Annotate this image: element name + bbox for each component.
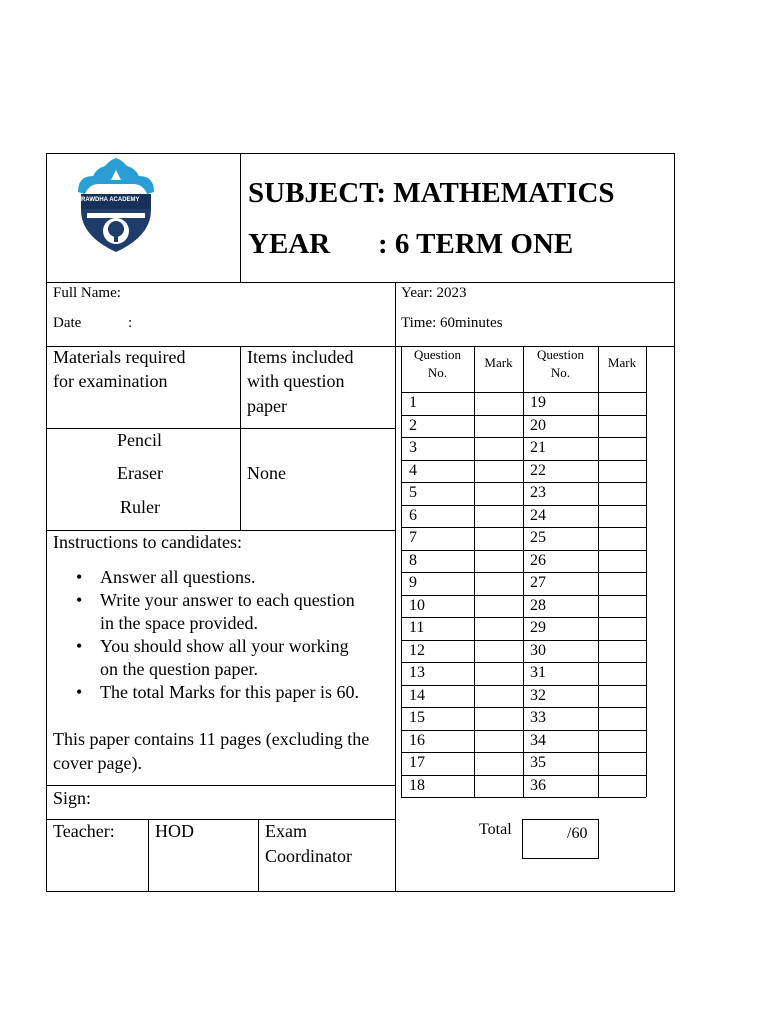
- question-number: 6: [409, 506, 417, 524]
- exam-label: Exam: [265, 821, 307, 841]
- instructions-note: This paper contains 11 pages (excluding the cover page).: [53, 729, 370, 773]
- mark-cell[interactable]: [599, 551, 645, 572]
- question-number: 17: [409, 754, 425, 771]
- total-value: /60: [567, 825, 588, 842]
- question-header-text: Question: [414, 347, 461, 362]
- question-number: 15: [409, 709, 425, 726]
- mark-cell[interactable]: [475, 596, 522, 617]
- mark-cell[interactable]: [475, 506, 522, 527]
- question-number: 27: [530, 574, 546, 591]
- date-colon: :: [128, 315, 133, 331]
- hod-divider: [258, 820, 259, 891]
- hod-label: HOD: [155, 821, 194, 841]
- teacher-divider: [148, 820, 149, 891]
- question-number: 32: [530, 686, 546, 704]
- school-logo: [73, 158, 159, 254]
- mark-cell[interactable]: [475, 776, 522, 797]
- mark-cell[interactable]: [475, 483, 522, 504]
- question-number: 20: [530, 416, 546, 434]
- question-number: 8: [409, 551, 417, 569]
- mark-cell[interactable]: [475, 686, 522, 707]
- year-label: YEAR: [248, 228, 331, 260]
- material-item: Pencil: [117, 430, 162, 450]
- question-number: 21: [530, 439, 546, 456]
- mark-cell[interactable]: [599, 641, 645, 662]
- header-bottom-line: [46, 282, 674, 283]
- mark-cell[interactable]: [475, 551, 522, 572]
- question-number: 2: [409, 416, 417, 434]
- question-header-text: Question: [537, 347, 584, 362]
- question-number: 7: [409, 529, 417, 546]
- mark-cell[interactable]: [475, 461, 522, 482]
- mark-cell[interactable]: [599, 753, 645, 774]
- question-number: 9: [409, 574, 417, 591]
- question-number: 25: [530, 529, 546, 546]
- question-number: 13: [409, 664, 425, 681]
- question-header-right: [523, 346, 598, 382]
- question-number: 16: [409, 731, 425, 749]
- materials-required-label-2: for examination: [53, 371, 168, 391]
- instructions-list: [54, 566, 370, 704]
- question-number: 1: [409, 394, 417, 411]
- items-included-label: Items included: [247, 347, 354, 367]
- mark-cell[interactable]: [475, 663, 522, 684]
- mark-cell[interactable]: [599, 416, 645, 437]
- time-text: Time: 60minutes: [401, 315, 503, 331]
- question-number: 35: [530, 754, 546, 771]
- items-included-label-2: with question: [247, 371, 345, 391]
- mark-cell[interactable]: [475, 573, 522, 594]
- teacher-label: Teacher:: [53, 821, 115, 841]
- mark-cell[interactable]: [599, 731, 645, 752]
- date-label: Date: [53, 315, 82, 331]
- table-col-line: [646, 346, 647, 797]
- subject-title: SUBJECT: MATHEMATICS: [248, 177, 615, 209]
- question-header-no: No.: [427, 365, 448, 380]
- mark-header-left: Mark: [484, 355, 513, 370]
- question-number: 31: [530, 664, 546, 681]
- question-number: 5: [409, 484, 417, 501]
- mark-cell[interactable]: [599, 596, 645, 617]
- instruction-item: • You should show all your working on the question paper.: [54, 635, 370, 681]
- mark-cell[interactable]: [475, 753, 522, 774]
- question-number: 28: [530, 596, 546, 614]
- question-number: 34: [530, 731, 546, 749]
- mark-cell[interactable]: [599, 528, 645, 549]
- material-item: Eraser: [117, 463, 163, 483]
- question-number: 24: [530, 506, 546, 524]
- question-number: 30: [530, 641, 546, 659]
- mark-cell[interactable]: [475, 708, 522, 729]
- mark-cell[interactable]: [599, 393, 645, 414]
- instructions-bottom-line: [46, 785, 396, 786]
- coordinator-label: Coordinator: [265, 846, 352, 866]
- mark-cell[interactable]: [599, 483, 645, 504]
- question-number: 10: [409, 596, 425, 614]
- instructions-heading: Instructions to candidates:: [53, 532, 242, 552]
- mark-cell[interactable]: [599, 663, 645, 684]
- year-value: : 6 TERM ONE: [378, 228, 574, 260]
- mark-cell[interactable]: [599, 438, 645, 459]
- mark-cell[interactable]: [475, 393, 522, 414]
- materials-mid-line: [46, 428, 396, 429]
- mark-cell[interactable]: [599, 708, 645, 729]
- mark-cell[interactable]: [475, 416, 522, 437]
- mark-cell[interactable]: [599, 776, 645, 797]
- question-number: 26: [530, 551, 546, 569]
- question-number: 11: [409, 619, 425, 636]
- mark-cell[interactable]: [599, 686, 645, 707]
- full-name-label: Full Name:: [53, 285, 121, 301]
- logo-text: RAWDHA ACADEMY: [81, 197, 140, 203]
- materials-required-label: Materials required: [53, 347, 186, 367]
- marks-table: [401, 346, 647, 798]
- mark-cell[interactable]: [599, 573, 645, 594]
- question-number: 19: [530, 394, 546, 411]
- question-number: 14: [409, 686, 425, 704]
- mark-cell[interactable]: [599, 618, 645, 639]
- question-number: 18: [409, 776, 425, 794]
- mark-cell[interactable]: [475, 528, 522, 549]
- center-divider: [395, 283, 396, 891]
- question-header-no: No.: [550, 365, 571, 380]
- mark-cell[interactable]: [475, 731, 522, 752]
- instruction-item: • The total Marks for this paper is 60.: [54, 681, 370, 704]
- items-included-label-3: paper: [247, 396, 287, 416]
- question-header-left: [401, 346, 474, 382]
- mark-cell[interactable]: [599, 506, 645, 527]
- year-text: Year: 2023: [401, 285, 467, 301]
- question-number: 4: [409, 461, 417, 479]
- table-row-line: [401, 797, 646, 798]
- included-value: None: [247, 463, 286, 483]
- total-label: Total: [479, 821, 512, 838]
- question-number: 29: [530, 619, 546, 636]
- materials-divider: [240, 347, 241, 530]
- mark-cell[interactable]: [475, 438, 522, 459]
- question-number: 23: [530, 484, 546, 501]
- question-number: 36: [530, 776, 546, 794]
- mark-cell[interactable]: [475, 641, 522, 662]
- sign-label: Sign:: [53, 788, 92, 808]
- question-number: 3: [409, 439, 417, 456]
- instruction-item: • Write your answer to each question in the space provided.: [54, 589, 370, 635]
- instruction-item: • Answer all questions.: [54, 566, 370, 589]
- question-number: 33: [530, 709, 546, 726]
- header-divider: [240, 153, 241, 283]
- mark-cell[interactable]: [475, 618, 522, 639]
- question-number: 12: [409, 641, 425, 659]
- mark-header-right: Mark: [607, 355, 637, 370]
- material-item: Ruler: [120, 497, 160, 517]
- mark-cell[interactable]: [599, 461, 645, 482]
- question-number: 22: [530, 461, 546, 479]
